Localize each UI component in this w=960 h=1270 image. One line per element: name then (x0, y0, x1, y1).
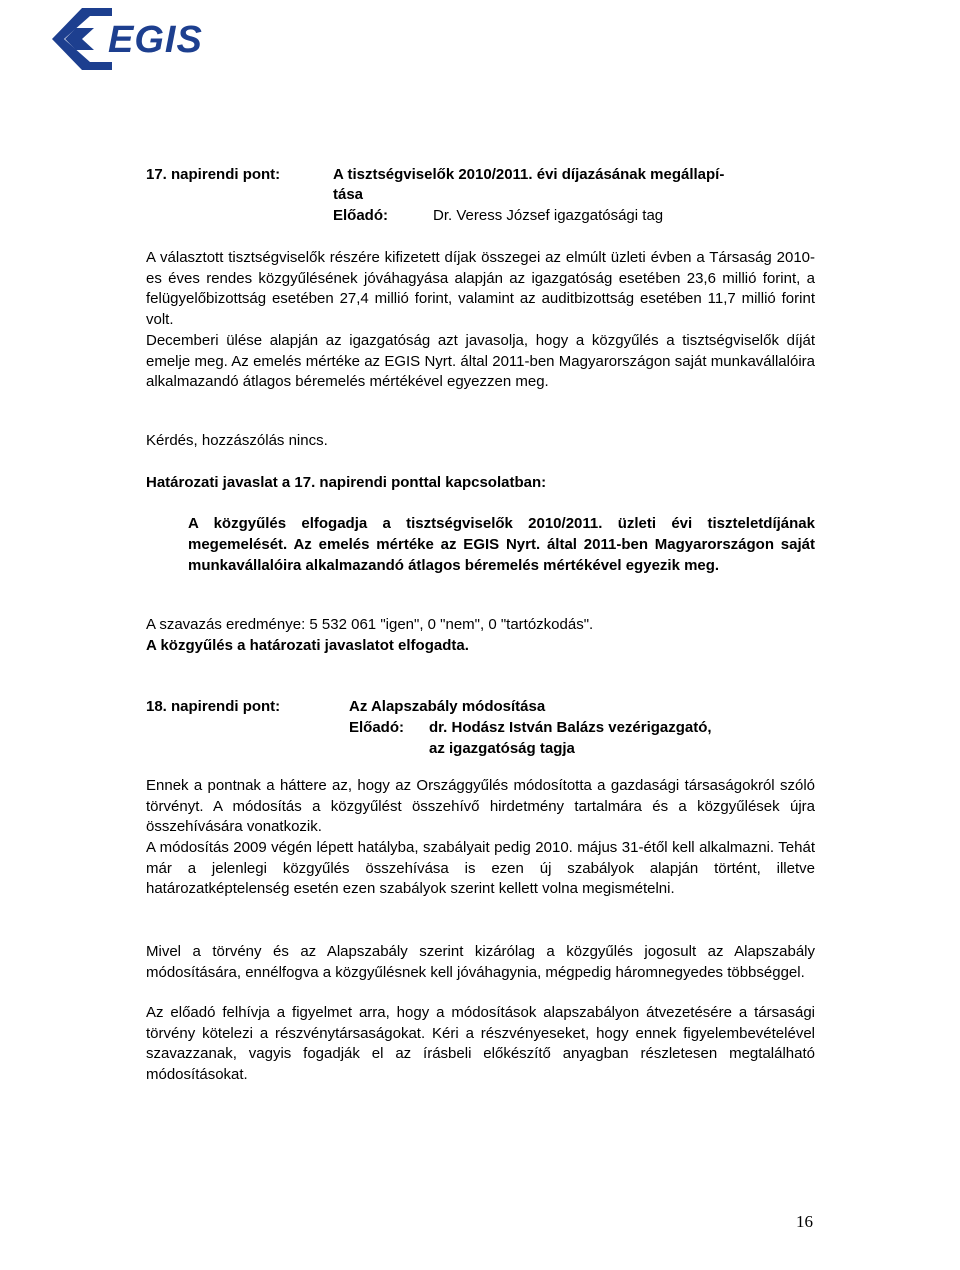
item18-paragraph-3: Mivel a törvény és az Alapszabály szerint kizárólag a közgyűlés jogosult az Alapszabály módosítására, ennélfogva a közgyűlésnek kell jóváhagynia, mégpedig háromnegyedes többséggel. (146, 943, 815, 981)
item17-paragraph-1: A választott tisztségviselők részére kifizetett díjak összegei az elmúlt üzleti évben a Társaság 2010-es éves rendes közgyűlésének jóváhagyása alapján az igazgatóság esetében 23,6 millió forint, a felügyelőbizottság esetében 27,4 millió forint, valamint az auditbizottság esetében 11,7 millió forint volt. (146, 249, 815, 328)
item17-vote-result: A szavazás eredménye: 5 532 061 "igen", 0 "nem", 0 "tartózkodás". (146, 616, 594, 633)
item18-paragraph-4: Az előadó felhívja a figyelmet arra, hogy a módosítások alapszabályon átvezetésére a társasági törvény kötelezi a részvénytársaságokat. Kéri a részvényeseket, hogy ennek figyelembevételével szavazzanak, vagyis fogadják el az írásbeli előkészítő anyagban részletesen megtalálható módosításokat. (146, 1004, 815, 1083)
agenda-item-17-title-line1: A tisztségviselők 2010/2011. évi díjazásának megállapí- (333, 166, 725, 183)
agenda-item-17-label: 17. napirendi pont: (146, 166, 281, 183)
agenda-item-18-presenter-line1: dr. Hodász István Balázs vezérigazgató, (429, 719, 712, 736)
item17-paragraph-2: Decemberi ülése alapján az igazgatóság azt javasolja, hogy a közgyűlés a tisztségviselők díját emelje meg. Az emelés mértéke az EGIS Nyrt. által 2011-ben Magyarországon saját munkavállalóira alkalmazandó átlagos béremelés mértékével egyezzen meg. (146, 332, 815, 390)
agenda-item-18-label: 18. napirendi pont: (146, 698, 281, 715)
agenda-item-18-presenter-label: Előadó: (349, 719, 404, 736)
item17-resolution-text: A közgyűlés elfogadja a tisztségviselők 2010/2011. üzleti évi tiszteletdíjának megemelését. Az emelés mértéke az EGIS Nyrt. által 2011-ben Magyarországon saját munkavállalóira alkalmazandó átlagos béremelés mértékével egyezik meg. (188, 515, 815, 574)
agenda-item-18-presenter-line2: az igazgatóság tagja (429, 740, 575, 757)
egis-logo (52, 8, 212, 70)
item18-paragraph-2: A módosítás 2009 végén lépett hatályba, szabályait pedig 2010. május 31-étől kell alkalmazni. Tehát már a jelenlegi közgyűlés összehívása is ezen új szabályok alapján történt, illetve határozatképtelenség esetén ezen szabályok szerint kellett volna megismételni. (146, 839, 815, 897)
item17-resolution-heading: Határozati javaslat a 17. napirendi ponttal kapcsolatban: (146, 474, 547, 491)
agenda-item-17-presenter-label: Előadó: (333, 207, 388, 224)
agenda-item-18-title: Az Alapszabály módosítása (349, 698, 546, 715)
page-number: 16 (796, 1212, 813, 1231)
item17-adopted: A közgyűlés a határozati javaslatot elfogadta. (146, 637, 469, 654)
item18-paragraph-1: Ennek a pontnak a háttere az, hogy az Országgyűlés módosította a gazdasági társaságokról szóló törvényt. A módosítás a közgyűlést összehívő hirdetmény tartalmára és a közgyűlések újra összehívására vonatkozik. (146, 777, 815, 835)
item17-questions: Kérdés, hozzászólás nincs. (146, 432, 328, 449)
logo-text: EGIS (108, 19, 203, 61)
agenda-item-17-title-line2: tása (333, 186, 364, 203)
agenda-item-17-presenter-name: Dr. Veress József igazgatósági tag (433, 207, 664, 224)
